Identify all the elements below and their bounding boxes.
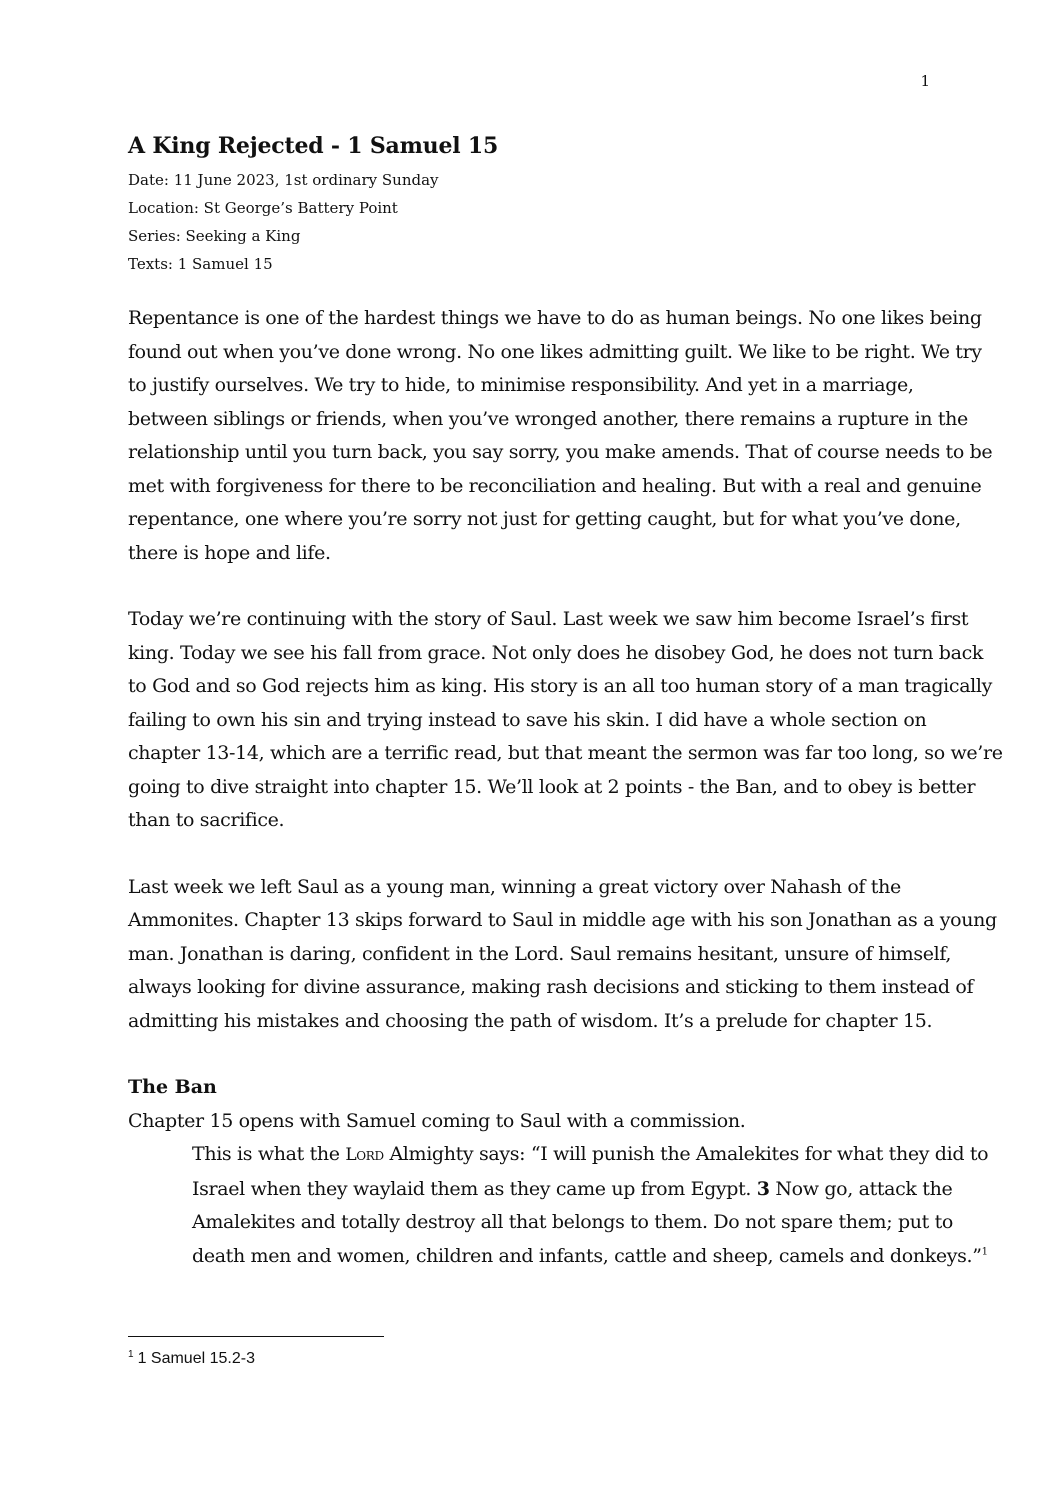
text-line: between siblings or friends, when you’ve wronged another, there remains a rupture in the xyxy=(128,407,968,430)
scripture-quote xyxy=(192,1138,989,1273)
text-line: Repentance is one of the hardest things we have to do as human beings. No one likes being xyxy=(128,307,982,329)
meta-series: Series: Seeking a King xyxy=(128,227,301,245)
section-heading-the-ban: The Ban xyxy=(128,1076,217,1098)
text-line: chapter 13-14, which are a terrific read, but that meant the sermon was far too long, so we’re xyxy=(128,742,1003,764)
sermon-title: A King Rejected - 1 Samuel 15 xyxy=(128,133,499,159)
page-number: 1 xyxy=(920,72,930,90)
paragraph-repentance xyxy=(128,302,993,570)
section-intro xyxy=(128,1105,928,1139)
text-line: man. Jonathan is daring, confident in the Lord. Saul remains hesitant, unsure of himself, xyxy=(128,942,952,965)
page-content xyxy=(128,130,1003,1273)
text-line: Today we’re continuing with the story of Saul. Last week we saw him become Israel’s first xyxy=(128,608,969,630)
meta-location: Location: St George’s Battery Point xyxy=(128,199,398,217)
footnote-reference[interactable]: 1 xyxy=(981,1246,988,1258)
text-line: Last week we left Saul as a young man, winning a great victory over Nahash of the xyxy=(128,875,901,898)
text-line: relationship until you turn back, you say sorry, you make amends. That of course needs to be xyxy=(128,441,993,463)
quote-line: Amalekites and totally destroy all that belongs to them. Do not spare them; put to xyxy=(192,1211,953,1233)
paragraph-last-week xyxy=(128,871,997,1039)
footnote-text: 1 Samuel 15.2-3 xyxy=(137,1350,255,1367)
lord-small-caps: Lord xyxy=(345,1145,384,1165)
paragraph-story-of-saul xyxy=(128,603,1003,838)
quote-line xyxy=(192,1138,989,1173)
paragraph-spacer xyxy=(128,838,928,871)
text-line: admitting his mistakes and choosing the path of wisdom. It’s a prelude for chapter 15. xyxy=(128,1009,933,1032)
verse-number: 3 xyxy=(756,1177,770,1200)
quote-line xyxy=(192,1240,988,1274)
text-line: met with forgiveness for there to be reconciliation and healing. But with a real and genuine xyxy=(128,474,982,497)
meta-texts: Texts: 1 Samuel 15 xyxy=(128,255,273,273)
quote-line xyxy=(192,1173,953,1207)
text-line: Ammonites. Chapter 13 skips forward to Saul in middle age with his son Jonathan as a young xyxy=(128,909,997,931)
paragraph-spacer xyxy=(128,570,928,603)
text-line: to justify ourselves. We try to hide, to minimise responsibility. And yet in a marriage, xyxy=(128,374,914,396)
footnote-number: 1 xyxy=(128,1348,134,1360)
text-line: found out when you’ve done wrong. No one likes admitting guilt. We like to be right. We try xyxy=(128,340,982,363)
text-line: to God and so God rejects him as king. His story is an all too human story of a man tragically xyxy=(128,675,993,697)
text-line: always looking for divine assurance, making rash decisions and sticking to them instead of xyxy=(128,976,974,998)
text-line: than to sacrifice. xyxy=(128,809,285,831)
text-line: king. Today we see his fall from grace. Not only does he disobey God, he does not turn back xyxy=(128,641,984,664)
quote-text: Now go, attack the xyxy=(769,1177,953,1200)
quote-text: death men and women, children and infants, cattle and sheep, camels and donkeys.” xyxy=(192,1244,982,1267)
text-line: going to dive straight into chapter 15. We’ll look at 2 points - the Ban, and to obey is better xyxy=(128,775,976,798)
quote-text: Almighty says: “I will punish the Amalekites for what they did to xyxy=(383,1143,989,1165)
paragraph-spacer xyxy=(128,1038,928,1071)
quote-text: Israel when they waylaid them as they came up from Egypt. xyxy=(192,1177,757,1200)
footnote xyxy=(128,1347,255,1371)
quote-text: This is what the xyxy=(192,1143,346,1165)
text-line: Chapter 15 opens with Samuel coming to Saul with a commission. xyxy=(128,1109,746,1132)
text-line: there is hope and life. xyxy=(128,541,331,564)
text-line: repentance, one where you’re sorry not just for getting caught, but for what you’ve done, xyxy=(128,508,961,530)
text-line: failing to own his sin and trying instead to save his skin. I did have a whole section on xyxy=(128,708,927,731)
sermon-metadata xyxy=(128,166,928,278)
meta-date: Date: 11 June 2023, 1st ordinary Sunday xyxy=(128,171,439,189)
footnote-separator xyxy=(128,1336,384,1337)
